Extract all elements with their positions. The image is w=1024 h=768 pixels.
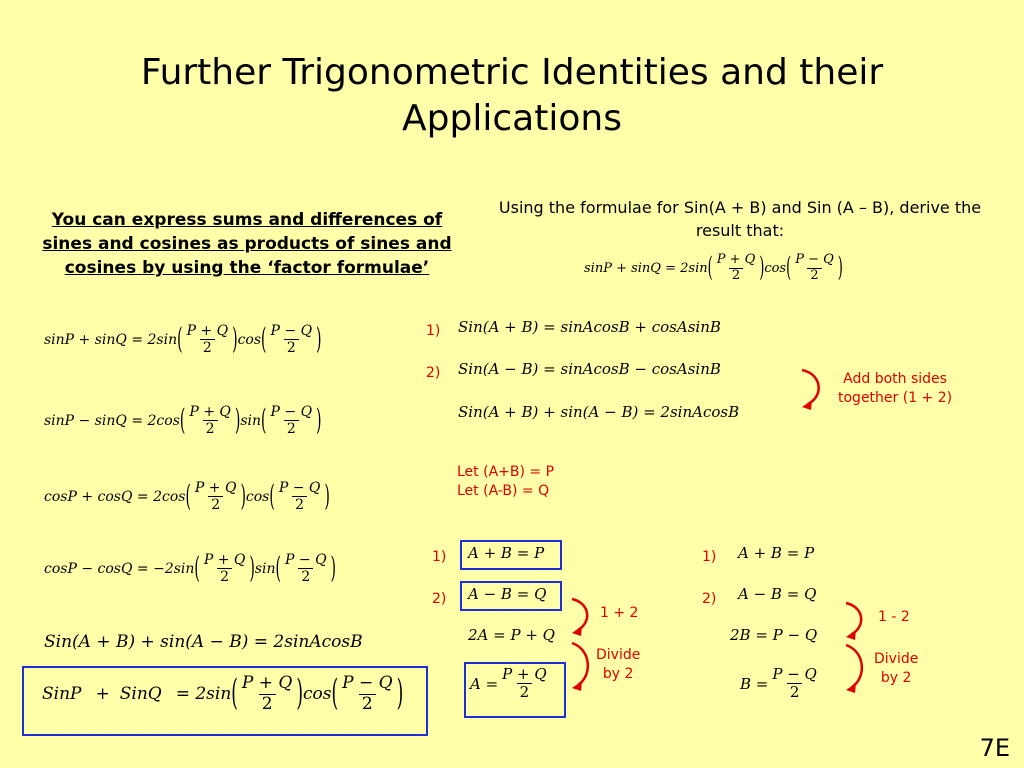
step-eq-added: Sin(A + B) + sin(A − B) = 2sinAcosB: [458, 403, 740, 421]
target-formula: sinP + sinQ = 2sin ( P + Q 2 ) cos ( P − Q 2 ): [584, 252, 843, 285]
right-divide-arrow: [840, 640, 872, 698]
left-eq-1: A + B = P: [468, 544, 545, 562]
note-add-both-sides: Add both sides together (1 + 2): [838, 371, 953, 406]
left-eq-2: A − B = Q: [468, 585, 547, 603]
left-op-arrow: [566, 594, 598, 640]
right-op-arrow: [840, 598, 872, 644]
title-line-2: Applications: [402, 98, 622, 139]
step-label-2: 2): [426, 365, 441, 381]
boxed-formula: SinP + SinQ = 2sin ( P + Q 2 ) cos ( P − Q 2 ): [42, 673, 404, 716]
right-op-note: 1 - 2: [878, 609, 910, 625]
left-divide-note: Divide by 2: [596, 647, 641, 682]
right-label-2: 2): [702, 591, 717, 607]
derive-text: Using the formulae for Sin(A + B) and Sin (A – B), derive the result that:: [498, 198, 982, 240]
left-divide-arrow: [566, 638, 598, 696]
page-title: [0, 50, 1024, 142]
right-eq-2: A − B = Q: [738, 585, 817, 603]
add-arrow: [796, 364, 830, 414]
formula-sin-plus-sin: sinP + sinQ = 2sin ( P + Q 2 ) cos ( P − Q 2 ): [44, 322, 322, 357]
left-eq-3: 2A = P + Q: [468, 626, 555, 644]
right-divide-note: Divide by 2: [874, 651, 919, 686]
page-number: 7E: [979, 734, 1010, 762]
intro-text: You can express sums and differences of sines and cosines as products of sines and cosines by using the ‘factor formulae’: [42, 210, 452, 278]
title-line-1: Further Trigonometric Identities and their: [140, 52, 884, 93]
let-substitution: Let (A+B) = P Let (A-B) = Q: [457, 464, 555, 499]
formula-sum-sin: Sin(A + B) + sin(A − B) = 2sinAcosB: [44, 632, 363, 652]
formula-cos-minus-cos: cosP − cosQ = −2sin ( P + Q 2 ) sin ( P − Q 2 ): [44, 551, 337, 586]
step-eq-sin-diff: Sin(A − B) = sinAcosB − cosAsinB: [458, 360, 721, 378]
step-eq-sin-sum: Sin(A + B) = sinAcosB + cosAsinB: [458, 318, 721, 336]
right-eq-1: A + B = P: [738, 544, 815, 562]
left-eq-4: A = $\frac{P + Q}{2}$: [470, 665, 547, 702]
right-eq-4: B = $\frac{P - Q}{2}$: [740, 665, 817, 702]
right-eq-3: 2B = P − Q: [730, 626, 818, 644]
right-label-1: 1): [702, 549, 717, 565]
left-label-2: 2): [432, 591, 447, 607]
left-label-1: 1): [432, 549, 447, 565]
step-label-1: 1): [426, 323, 441, 339]
left-op-note: 1 + 2: [600, 605, 639, 621]
formula-sin-minus-sin: sinP − sinQ = 2cos ( P + Q 2 ) sin ( P − Q 2 ): [44, 403, 322, 438]
formula-cos-plus-cos: cosP + cosQ = 2cos ( P + Q 2 ) cos ( P − Q 2 ): [44, 479, 330, 514]
